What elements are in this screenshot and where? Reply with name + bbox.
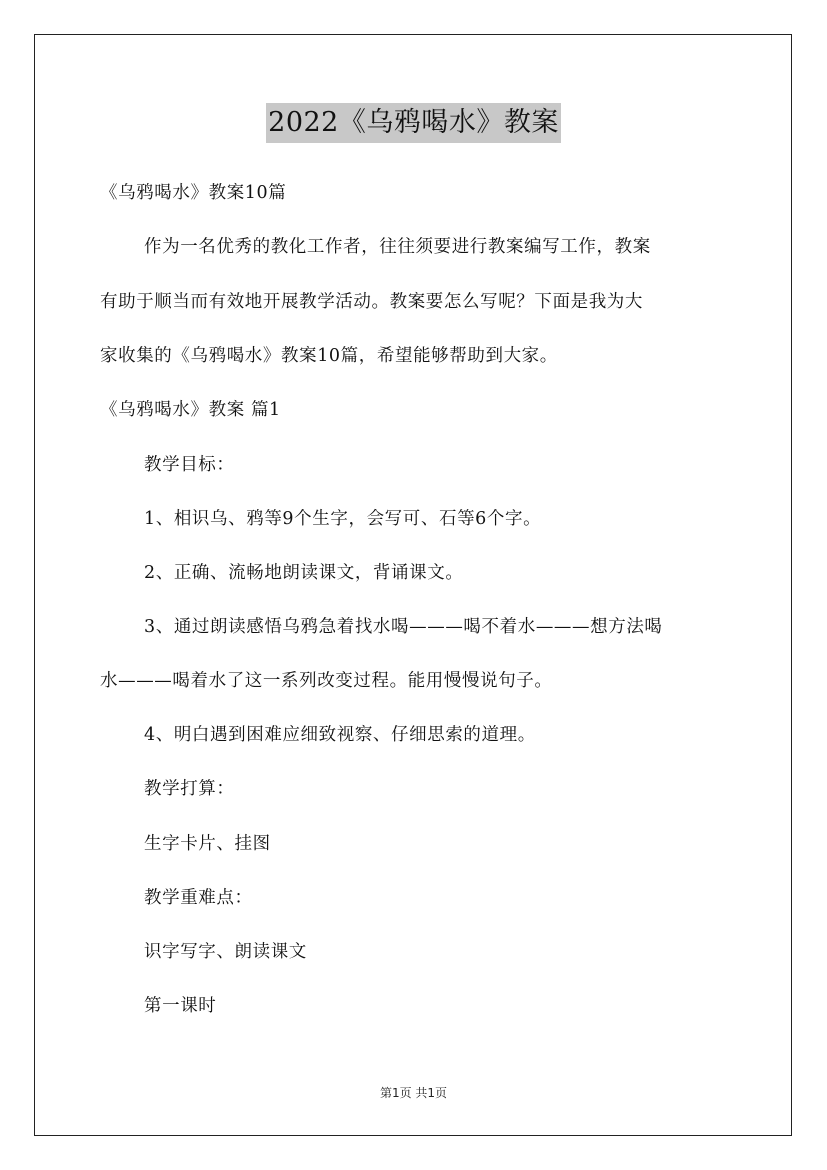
intro-line-1: 作为一名优秀的教化工作者，往往须要进行教案编写工作，教案: [144, 237, 651, 257]
intro-line-3: 家收集的《乌鸦喝水》教案10篇，希望能够帮助到大家。: [100, 346, 558, 366]
prep-content: 生字卡片、挂图: [144, 834, 271, 854]
key-points-content: 识字写字、朗读课文: [144, 942, 307, 962]
goal-item-1: 1、相识乌、鸦等9个生字，会写可、石等6个字。: [144, 509, 542, 529]
goal-item-4: 4、明白遇到困难应细致视察、仔细思索的道理。: [144, 725, 536, 745]
prep-heading: 教学打算：: [144, 779, 235, 799]
goal-item-3-line-2: 水———喝着水了这一系列改变过程。能用慢慢说句子。: [100, 671, 553, 691]
document-subtitle: 《乌鸦喝水》教案10篇: [100, 183, 287, 203]
lesson-heading: 第一课时: [144, 996, 217, 1016]
page-footer: 第1页 共1页: [379, 1086, 448, 1100]
key-points-heading: 教学重难点：: [144, 888, 253, 908]
document-title: [0, 103, 827, 143]
intro-line-2: 有助于顺当而有效地开展教学活动。教案要怎么写呢？下面是我为大: [100, 292, 643, 312]
goal-item-2: 2、正确、流畅地朗读课文，背诵课文。: [144, 563, 464, 583]
section-heading: 《乌鸦喝水》教案 篇1: [100, 400, 281, 420]
goal-item-3-line-1: 3、通过朗读感悟乌鸦急着找水喝———喝不着水———想方法喝: [144, 617, 663, 637]
goals-heading: 教学目标：: [144, 455, 235, 475]
document-title-text: 2022《乌鸦喝水》教案: [266, 103, 561, 143]
